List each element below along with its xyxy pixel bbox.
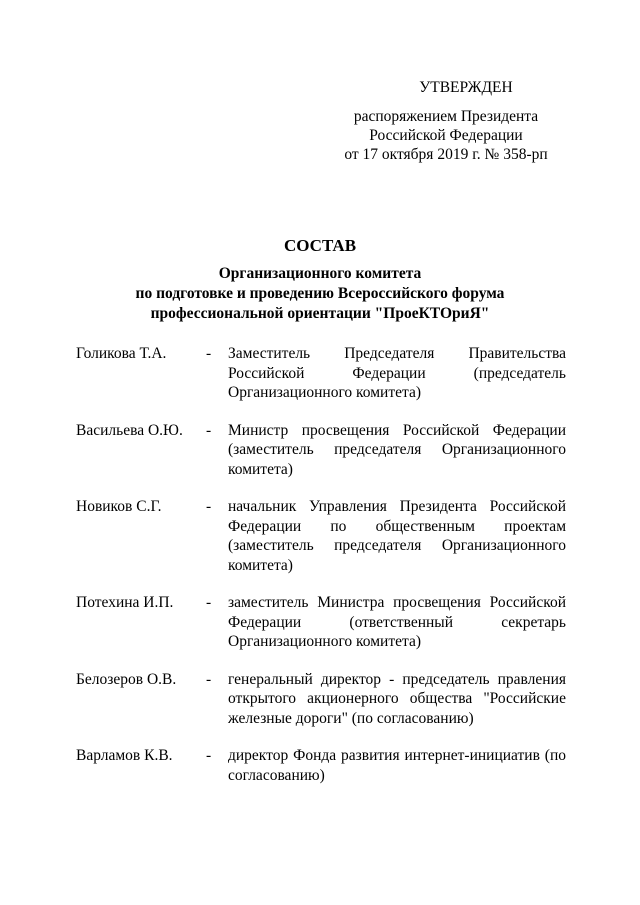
approval-status: УТВЕРЖДЕН [419,79,513,96]
list-item [76,344,566,403]
list-item [76,421,566,480]
member-name: Новиков С.Г. [76,498,162,515]
member-name: Варламов К.В. [76,747,173,764]
member-dash: - [206,421,212,439]
member-role: Заместитель Председателя Правительства Российской Федерации (председатель Организационного комитета) [228,345,566,401]
approval-line: распоряжением Президента [353,108,539,125]
member-name: Потехина И.П. [76,594,174,611]
heading-line: Организационного комитета [218,265,422,282]
list-item [76,746,566,785]
member-name: Голикова Т.А. [76,345,167,362]
list-item [76,593,566,652]
heading-line: профессиональной ориентации "ПроеКТОриЯ" [150,305,490,322]
member-role: заместитель Министра просвещения Российской Федерации (ответственный секретарь Организационного комитета) [228,594,566,650]
approval-block [320,78,572,164]
approval-line: Российской Федерации [369,127,523,144]
member-role: генеральный директор - председатель правления открытого акционерного общества "Российские железные дороги" (по согласованию) [228,670,566,727]
document-title: СОСТАВ [283,236,357,255]
member-dash: - [206,345,212,362]
document-heading [70,236,570,324]
member-dash: - [206,498,212,515]
member-dash: - [206,594,212,611]
member-dash: - [206,670,212,688]
member-name: Васильева О.Ю. [76,421,183,439]
member-dash: - [206,747,212,764]
list-item [76,497,566,575]
member-name: Белозеров О.В. [76,670,177,688]
approval-date-line: от 17 октября 2019 г. № 358-рп [344,146,548,163]
list-item [76,670,566,729]
heading-line: по подготовке и проведению Всероссийского форума [135,285,505,302]
member-list [76,344,566,803]
member-role: директор Фонда развития интернет-инициатив (по согласованию) [228,747,566,784]
member-role: начальник Управления Президента Российской Федерации по общественным проектам (заместитель председателя Организационного комитета) [228,498,566,574]
member-role: Министр просвещения Российской Федерации (заместитель председателя Организационного комитета) [228,421,566,478]
